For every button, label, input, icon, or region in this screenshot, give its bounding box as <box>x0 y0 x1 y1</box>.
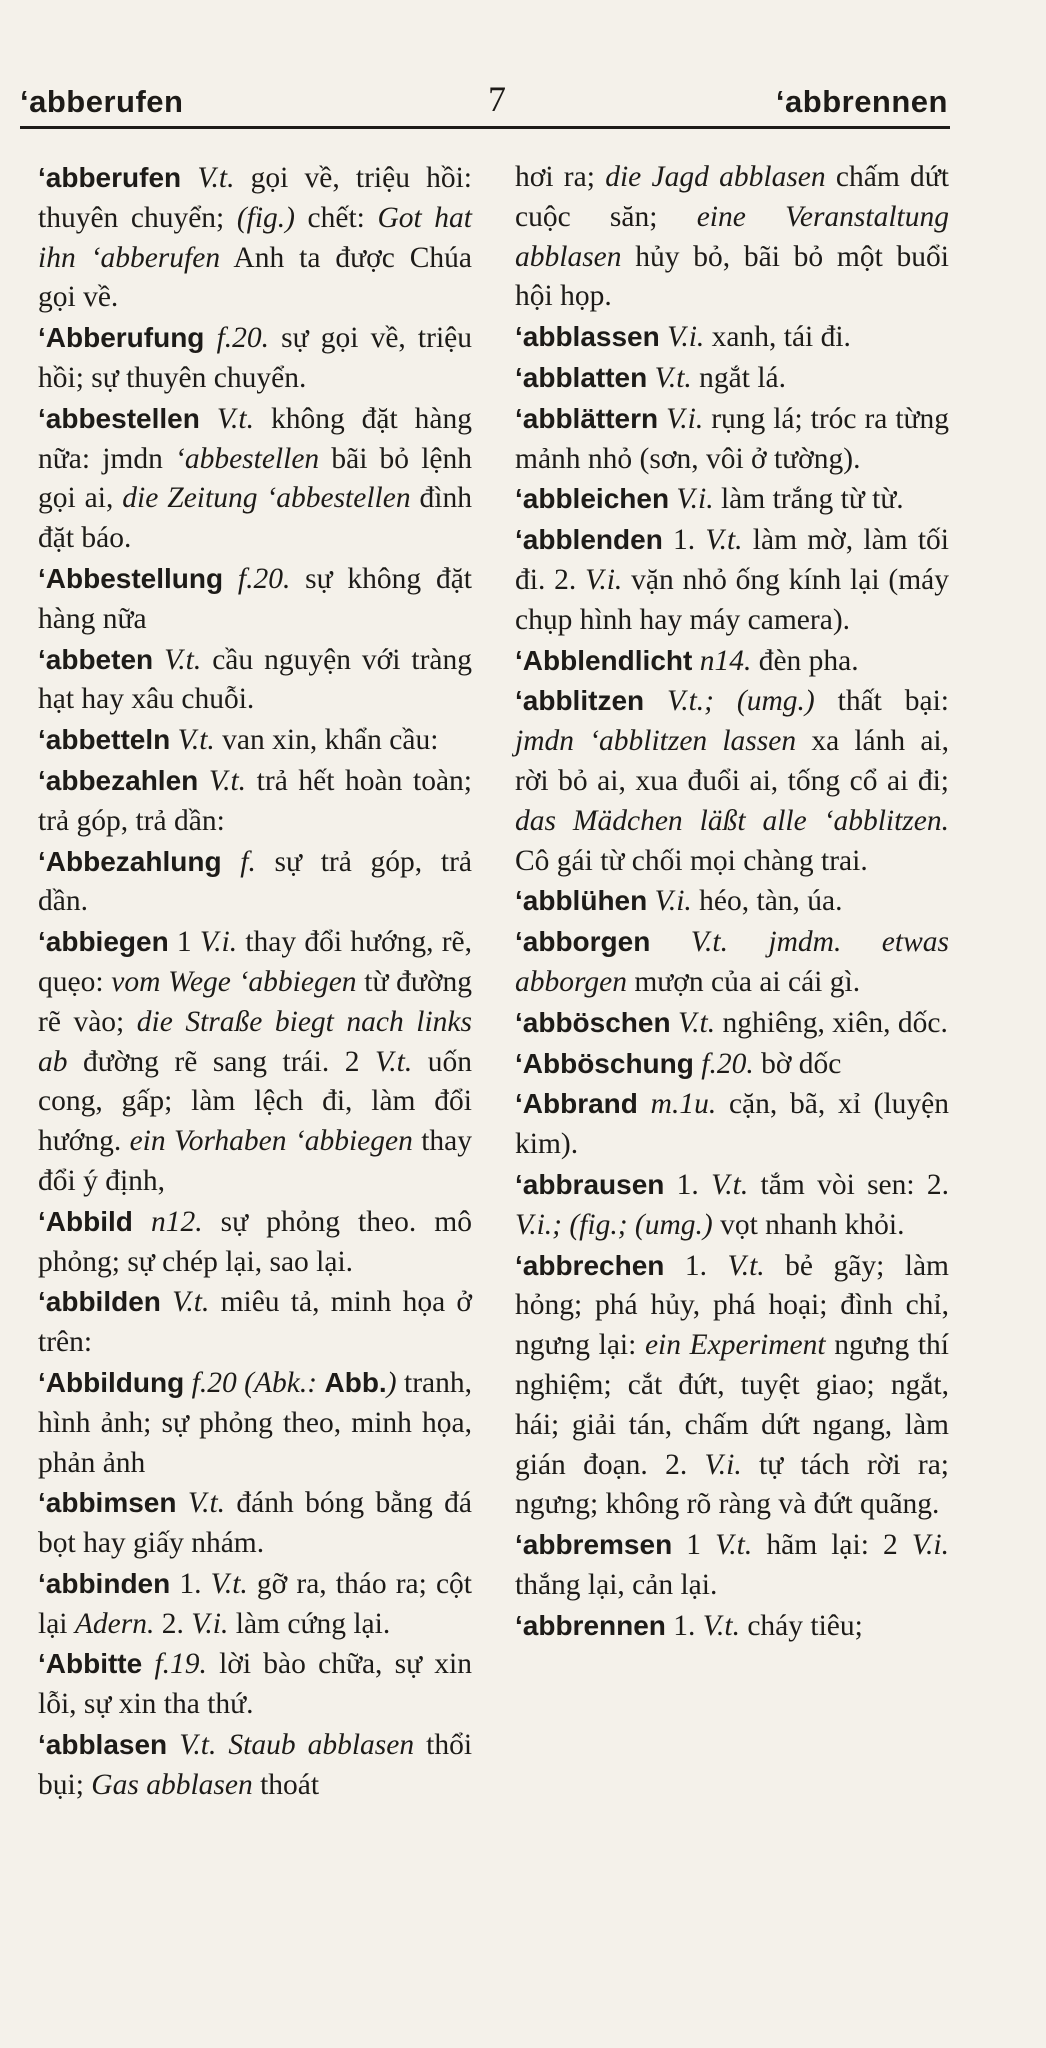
grammar-or-example: ein Experiment <box>644 1329 826 1362</box>
definition-text: hủy bỏ, bãi bỏ một buổi hội họp. <box>515 240 949 313</box>
definition-text: nghiêng, xiên, dốc. <box>715 1006 948 1039</box>
headword: ‘abblatten <box>515 361 648 393</box>
definition-text: từ đường rẽ vào; <box>38 965 472 1038</box>
dictionary-entry <box>515 520 949 640</box>
definition-text <box>167 1729 179 1761</box>
headword: ‘abblassen <box>515 321 660 353</box>
grammar-or-example: V.t. <box>375 1045 413 1078</box>
grammar-or-example: das Mädchen läßt alle ‘abblitzen. <box>515 804 949 837</box>
definition-text: thay đổi hướng, rẽ, quẹo: <box>38 926 473 998</box>
dictionary-entry <box>515 641 949 682</box>
definition-text: gọi về, triệu hồi: thuyên chuyển; <box>38 162 473 234</box>
headword: ‘abbilden <box>38 1286 161 1318</box>
definition-text: 1. <box>665 1609 703 1642</box>
definition-text: vọt nhanh khỏi. <box>712 1208 905 1241</box>
headword: ‘Abbildung <box>38 1366 185 1398</box>
grammar-or-example: V.t. <box>702 1609 740 1642</box>
definition-text: héo, tàn, úa. <box>691 885 843 918</box>
definition-text <box>153 644 164 676</box>
page-header <box>20 78 948 124</box>
definition-text: hơi ra; <box>515 161 606 193</box>
definition-text: miêu tả, minh họa ở trên: <box>38 1286 472 1359</box>
dictionary-entry <box>38 842 472 923</box>
definition-text <box>181 162 197 194</box>
headword: ‘Abbild <box>38 1205 133 1237</box>
grammar-or-example: V.t. <box>705 524 743 557</box>
grammar-or-example: Gas abblasen <box>91 1768 253 1801</box>
definition-text <box>658 403 666 435</box>
dictionary-entry <box>515 158 949 317</box>
grammar-or-example: V.t. <box>172 1286 210 1319</box>
grammar-or-example: V.t. jmdm. etwas abborgen <box>515 926 949 998</box>
definition-text: ngưng thí nghiệm; cắt đứt, tuyệt giao; ngắt, hái; giải tán, chấm dứt ngang, làm gián đoạn. 2. <box>515 1329 949 1481</box>
headword: ‘abbimsen <box>38 1487 177 1519</box>
headword: ‘abblitzen <box>515 685 645 717</box>
dictionary-entry <box>38 1644 472 1725</box>
grammar-or-example: V.t. <box>164 643 202 676</box>
dictionary-entry <box>38 761 472 842</box>
dictionary-entry <box>38 158 472 318</box>
definition-text: tắm vòi sen: 2. <box>748 1168 949 1201</box>
definition-text: làm trắng từ từ. <box>713 483 904 516</box>
left-column <box>38 158 472 1806</box>
definition-text <box>170 724 177 756</box>
headword: ‘abblättern <box>515 402 659 434</box>
headword: ‘abbeten <box>38 643 154 675</box>
definition-text: chấm dứt cuộc săn; <box>515 161 949 233</box>
definition-text: đánh bóng bằng đá bọt hay giấy nhám. <box>38 1487 473 1560</box>
headword: ‘abblasen <box>38 1729 168 1761</box>
dictionary-entry <box>38 640 472 721</box>
headword: ‘abbiegen <box>38 926 169 958</box>
definition-text <box>671 1007 678 1039</box>
definition-text: đình đặt báo. <box>38 482 472 555</box>
definition-text: ngắt lá. <box>691 361 786 394</box>
dictionary-entry <box>38 318 472 399</box>
definition-text <box>660 321 667 353</box>
dictionary-entry <box>38 1564 472 1645</box>
definition-text: không đặt hàng nữa: jmdn <box>38 402 473 475</box>
dictionary-entry <box>38 399 472 559</box>
definition-text: cầu nguyện với tràng hạt hay xâu chuỗi. <box>38 643 472 716</box>
definition-text: xanh, tái đi. <box>704 321 851 354</box>
definition-text: cháy tiêu; <box>739 1609 863 1642</box>
grammar-or-example: V.t. <box>216 402 254 435</box>
definition-text: thất bại: <box>814 685 949 718</box>
definition-text: 1. <box>662 524 706 557</box>
grammar-or-example: V.i. <box>666 402 704 435</box>
headword: ‘Abbrand <box>515 1088 638 1120</box>
definition-text <box>204 322 216 354</box>
definition-text: bờ dốc <box>753 1047 842 1080</box>
definition-text: van xin, khẩn cầu: <box>214 724 439 757</box>
definition-text: 1. <box>170 1567 211 1600</box>
grammar-or-example: n14. <box>699 644 752 677</box>
left-guide-word: ‘abberufen <box>20 84 184 119</box>
definition-text: lời bào chữa, sự xin lỗi, sự xin tha thứ. <box>38 1648 472 1721</box>
grammar-or-example: Adern. <box>74 1607 155 1640</box>
definition-text: 1 <box>672 1529 716 1562</box>
definition-text: bẻ gãy; làm hỏng; phá hủy, phá hoại; đình chỉ, ngưng lại: <box>515 1249 950 1362</box>
grammar-or-example: V.i.; (fig.; (umg.) <box>515 1208 713 1241</box>
definition-text: Anh ta được Chúa gọi về. <box>38 241 472 314</box>
definition-text: làm mờ, làm tối đi. 2. <box>515 524 949 596</box>
definition-text: thay đổi ý định, <box>38 1125 472 1197</box>
headword: ‘abbrennen <box>515 1609 666 1641</box>
headword: ‘abbinden <box>38 1567 171 1599</box>
grammar-or-example: V.t. <box>197 162 235 194</box>
dictionary-entry <box>515 1525 949 1606</box>
grammar-or-example: n12. <box>150 1205 203 1238</box>
grammar-or-example: vom Wege ‘abbiegen <box>111 965 357 998</box>
definition-text: bãi bỏ lệnh gọi ai, <box>38 442 472 515</box>
grammar-or-example: V.i. <box>585 563 623 596</box>
dictionary-entry <box>38 1282 472 1363</box>
definition-text <box>198 765 209 797</box>
definition-text: 1. <box>664 1168 712 1201</box>
dictionary-entry <box>515 1044 949 1085</box>
dictionary-entry <box>515 1246 949 1526</box>
definition-text <box>647 885 654 917</box>
dictionary-entry <box>38 720 472 761</box>
definition-text <box>222 846 241 878</box>
dictionary-entry <box>515 1165 949 1246</box>
dictionary-entry <box>38 1363 472 1483</box>
grammar-or-example: V.i. <box>676 483 714 516</box>
right-column <box>515 158 949 1646</box>
headword: ‘abböschen <box>515 1006 671 1038</box>
headword: ‘abbremsen <box>515 1529 673 1561</box>
grammar-or-example: f.20. <box>701 1047 754 1080</box>
headword: ‘abbrechen <box>515 1249 665 1281</box>
definition-text: 1. <box>664 1249 728 1282</box>
headword: ‘Abböschung <box>515 1047 694 1079</box>
grammar-or-example: V.i. <box>191 1607 229 1640</box>
dictionary-entry <box>515 317 949 358</box>
definition-text: làm cứng lại. <box>228 1607 391 1640</box>
grammar-or-example: m.1u. <box>650 1088 717 1121</box>
definition-text: đường rẽ sang trái. 2 <box>67 1045 376 1078</box>
grammar-or-example: V.t. <box>654 361 692 394</box>
dictionary-entry <box>515 681 949 881</box>
grammar-or-example: V.i. <box>654 885 692 918</box>
definition-text: chết: <box>294 201 378 234</box>
headword: ‘Abbestellung <box>38 562 224 594</box>
grammar-or-example: Staub abblasen <box>228 1729 415 1762</box>
definition-text <box>223 563 238 595</box>
dictionary-entry <box>515 922 949 1003</box>
definition-text: sự không đặt hàng nữa <box>38 562 473 635</box>
grammar-or-example: V.t. <box>179 1729 217 1762</box>
grammar-or-example: V.t. <box>177 724 215 757</box>
headword: ‘Abbitte <box>38 1648 143 1680</box>
dictionary-entry <box>515 881 949 922</box>
grammar-or-example: ‘abbestellen <box>175 442 320 475</box>
definition-text <box>176 1487 187 1519</box>
dictionary-entry <box>38 559 472 640</box>
headword: ‘abbleichen <box>515 483 670 515</box>
definition-text: Cô gái từ chối mọi chàng trai. <box>515 844 868 877</box>
headword: ‘Abblendlicht <box>515 644 693 676</box>
definition-text: thổi bụi; <box>38 1729 473 1801</box>
grammar-or-example: f.20. <box>216 322 270 355</box>
definition-text <box>692 645 699 677</box>
definition-text: thoát <box>252 1768 320 1801</box>
dictionary-entry <box>515 1606 949 1647</box>
grammar-or-example: V.t. <box>711 1168 749 1201</box>
headword: ‘abbetteln <box>38 724 171 756</box>
page-number: 7 <box>488 79 506 119</box>
headword: ‘abborgen <box>515 926 651 958</box>
definition-text: 1 <box>168 926 200 959</box>
headword: ‘abbestellen <box>38 402 200 434</box>
grammar-or-example: f.20. <box>237 562 291 595</box>
grammar-or-example: die Jagd abblasen <box>605 161 826 193</box>
definition-text: sự gọi về, triệu hồi; sự thuyên chuyển. <box>38 322 472 394</box>
definition-text: rụng lá; tróc ra từng mảnh nhỏ (sơn, vôi ở tường). <box>515 402 950 475</box>
definition-text: tranh, hình ảnh; sự phỏng theo, minh họa, phản ảnh <box>38 1366 472 1479</box>
grammar-or-example: (fig.) <box>236 201 295 234</box>
grammar-or-example: ein Vorhaben ‘abbiegen <box>129 1125 413 1158</box>
grammar-or-example: V.t. <box>715 1529 753 1562</box>
grammar-or-example: Got hat ihn ‘abberufen <box>38 201 472 274</box>
definition-text <box>142 1648 154 1680</box>
headword: ‘abblühen <box>515 885 648 917</box>
definition-text: xa lánh ai, rời bỏ ai, xua đuổi ai, tống cổ ai đi; <box>515 725 949 797</box>
definition-text: sự phỏng theo. mô phỏng; sự chép lại, sao lại. <box>38 1205 472 1278</box>
definition-text: 2. <box>154 1607 192 1640</box>
grammar-or-example: f.19. <box>154 1648 207 1681</box>
grammar-or-example: V.t. <box>187 1487 226 1520</box>
definition-text <box>184 1367 191 1399</box>
definition-text <box>216 1729 228 1761</box>
grammar-or-example: V.t.; (umg.) <box>667 685 815 718</box>
headword: ‘abberufen <box>38 162 182 193</box>
headword: ‘Abberufung <box>38 322 205 354</box>
header-rule <box>20 126 950 129</box>
definition-text <box>644 685 667 717</box>
grammar-or-example: f.20 (Abk.: <box>191 1366 318 1399</box>
grammar-or-example: die Straße biegt nach links ab <box>38 1005 472 1078</box>
grammar-or-example: die Zeitung ‘abbestellen <box>122 482 411 515</box>
grammar-or-example: jmdn ‘abblitzen lassen <box>515 725 797 758</box>
grammar-or-example: V.i. <box>704 1448 742 1481</box>
right-guide-word: ‘abbrennen <box>775 84 948 119</box>
definition-text <box>317 1367 324 1399</box>
definition-text: vặn nhỏ ống kính lại (máy chụp hình hay máy camera). <box>515 563 950 636</box>
definition-text <box>133 1206 151 1238</box>
definition-text: đèn pha. <box>751 644 859 677</box>
definition-text: sự trả góp, trả dần. <box>38 845 473 918</box>
definition-text: gỡ ra, tháo ra; cột lại <box>38 1567 472 1640</box>
grammar-or-example: V.t. <box>727 1249 765 1282</box>
dictionary-entry <box>38 1725 472 1806</box>
dictionary-entry <box>515 399 949 480</box>
definition-text: cặn, bã, xỉ (luyện kim). <box>515 1088 950 1161</box>
definition-text <box>647 362 654 394</box>
grammar-or-example: V.t. <box>210 1567 248 1600</box>
definition-text: Abb. <box>324 1366 387 1398</box>
grammar-or-example: V.i. <box>911 1529 949 1562</box>
dictionary-entry <box>515 358 949 399</box>
headword: ‘abblenden <box>515 524 663 556</box>
definition-text: trả hết hoàn toàn; trả góp, trả dần: <box>38 764 473 837</box>
definition-text: uốn cong, gấp; làm lệch đi, làm đổi hướng. <box>38 1045 473 1158</box>
grammar-or-example: ) <box>386 1366 397 1399</box>
dictionary-entry <box>38 922 472 1202</box>
definition-text <box>638 1088 651 1120</box>
dictionary-entry <box>38 1202 472 1283</box>
dictionary-entry <box>515 479 949 520</box>
dictionary-entry <box>38 1483 472 1564</box>
grammar-or-example: eine Veranstaltung abblasen <box>515 200 949 273</box>
definition-text: mượn của ai cái gì. <box>626 965 861 998</box>
grammar-or-example: f. <box>240 845 256 878</box>
headword: ‘Abbezahlung <box>38 845 222 877</box>
headword: ‘abbezahlen <box>38 764 199 796</box>
definition-text: tự tách rời ra; ngưng; không rõ ràng và đứt quãng. <box>515 1448 949 1521</box>
definition-text: thắng lại, cản lại. <box>515 1568 718 1601</box>
grammar-or-example: V.t. <box>677 1006 716 1039</box>
definition-text <box>200 403 217 435</box>
definition-text: hãm lại: 2 <box>752 1529 912 1562</box>
definition-text <box>650 926 690 958</box>
headword: ‘abbrausen <box>515 1168 665 1200</box>
grammar-or-example: V.t. <box>208 764 247 797</box>
dictionary-entry <box>515 1084 949 1165</box>
grammar-or-example: V.i. <box>667 321 705 354</box>
dictionary-entry <box>515 1003 949 1044</box>
definition-text <box>161 1286 172 1318</box>
grammar-or-example: V.i. <box>199 926 238 959</box>
